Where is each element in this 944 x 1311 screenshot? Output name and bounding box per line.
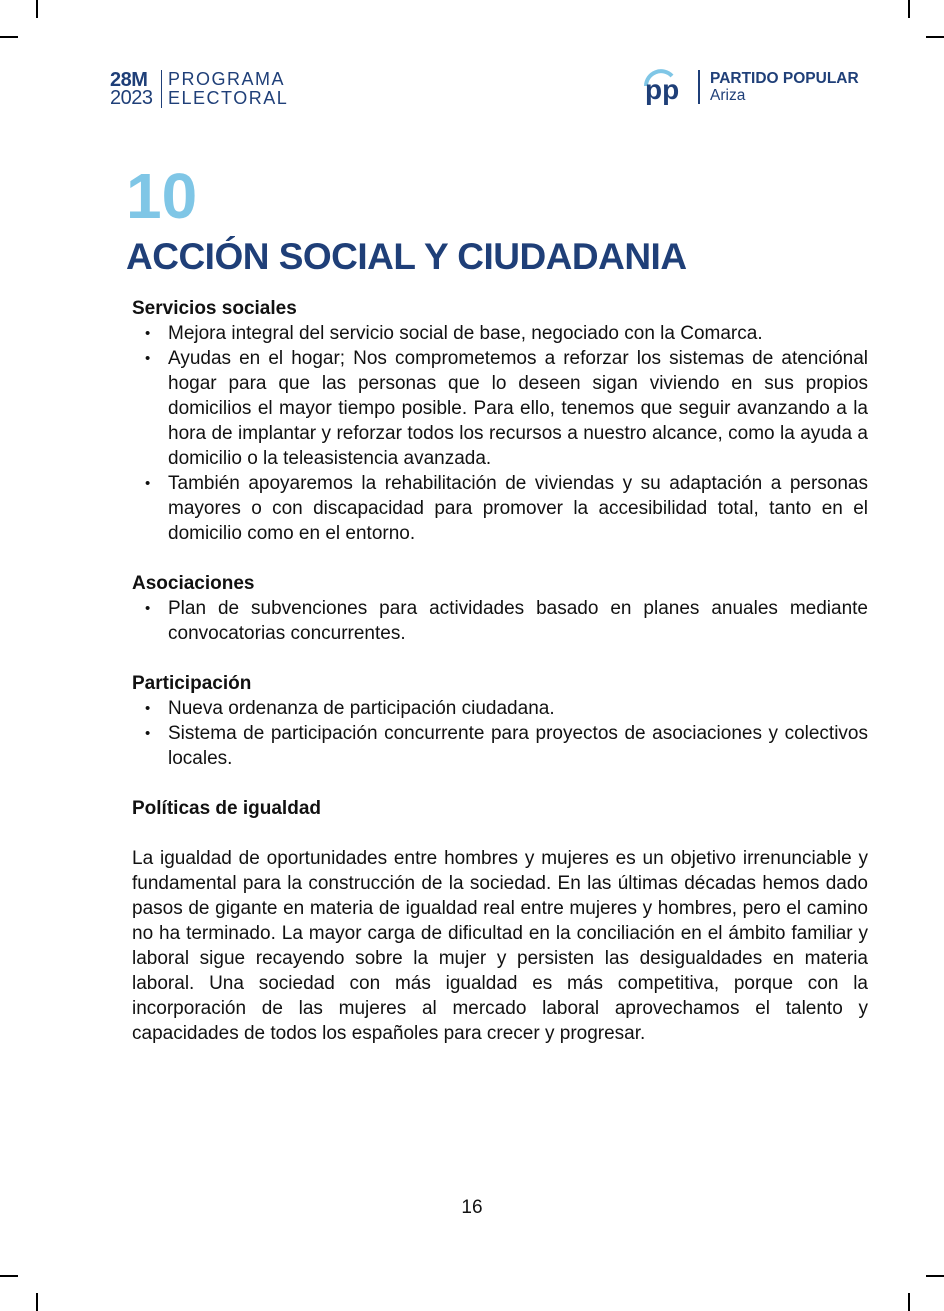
page-number: 16 (461, 1197, 483, 1218)
list-item: • También apoyaremos la rehabilitación de viviendas y su adaptación a personas mayores o con discapacidad para promover la accesibilidad total, tanto en el domicilio como en el entorno. (168, 471, 868, 546)
crop-mark-bottom-right-vertical (908, 1293, 910, 1311)
servicios-list (132, 321, 868, 546)
igualdad-heading: Políticas de igualdad (132, 798, 321, 819)
list-item: • Plan de subvenciones para actividades basado en planes anuales mediante convocatorias concurrentes. (168, 596, 868, 646)
igualdad-paragraph: La igualdad de oportunidades entre hombres y mujeres es un objetivo irrenunciable y fundamental para la construcción de la sociedad. En las últimas décadas hemos dado pasos de gigante en materia de igualdad real entre mujeres y hombres, pero el camino no ha terminado. La mayor carga de dificultad en la conciliación en el ámbito familiar y laboral sigue recayendo sobre la mujer y persisten las desigualdades en materia laboral. Una sociedad con más igualdad es más competitiva, porque con la incorporación de las mujeres al mercado laboral aprovechamos el talento y capacidades de todos los españoles para crecer y progresar. (132, 848, 868, 1044)
party-divider (698, 70, 700, 104)
crop-mark-top-right-horizontal (926, 36, 944, 38)
crop-mark-top-left-vertical (36, 0, 38, 18)
program-label (168, 70, 288, 108)
crop-mark-bottom-left-horizontal (0, 1275, 18, 1277)
campaign-header (110, 70, 288, 108)
party-label (710, 70, 859, 104)
list-item: • Ayudas en el hogar; Nos comprometemos a reforzar los sistemas de atenciónal hogar para que las personas que lo deseen sigan viviendo en sus propios domicilios el mayor tiempo posible. Para ello, tenemos que seguir avanzando a la hora de implantar y reforzar todos los recursos a nuestro alcance, como la ayuda a domicilio o la teleasistencia avanzada. (168, 346, 868, 471)
crop-mark-top-right-vertical (908, 0, 910, 18)
section-content (132, 296, 868, 1046)
crop-mark-top-left-horizontal (0, 36, 18, 38)
asociaciones-list (132, 596, 868, 646)
campaign-year: 2023 (110, 87, 153, 109)
crop-mark-bottom-right-horizontal (926, 1275, 944, 1277)
program-line-2: ELECTORAL (168, 88, 289, 108)
participacion-list (132, 696, 868, 771)
spacer (132, 646, 868, 671)
spacer (132, 771, 868, 796)
list-item: • Mejora integral del servicio social de base, negociado con la Comarca. (168, 321, 868, 346)
party-name: PARTIDO POPULAR (710, 70, 859, 87)
campaign-code: 28M (110, 69, 148, 91)
campaign-date (110, 71, 153, 107)
section-number: 10 (126, 160, 198, 232)
list-item: • Nueva ordenanza de participación ciudadana. (168, 696, 868, 721)
spacer (132, 821, 868, 846)
spacer (132, 546, 868, 571)
asociaciones-heading: Asociaciones (132, 573, 255, 594)
party-header (642, 68, 859, 106)
servicios-heading: Servicios sociales (132, 298, 297, 319)
party-locality: Ariza (710, 87, 746, 104)
list-item: • Sistema de participación concurrente para proyectos de asociaciones y colectivos locales. (168, 721, 868, 771)
crop-mark-bottom-left-vertical (36, 1293, 38, 1311)
pp-logo-text: pp (645, 74, 680, 105)
header-divider (161, 70, 163, 108)
participacion-heading: Participación (132, 673, 252, 694)
program-line-1: PROGRAMA (168, 69, 286, 89)
pp-logo-icon (642, 68, 692, 106)
section-title: ACCIÓN SOCIAL Y CIUDADANIA (126, 236, 687, 277)
